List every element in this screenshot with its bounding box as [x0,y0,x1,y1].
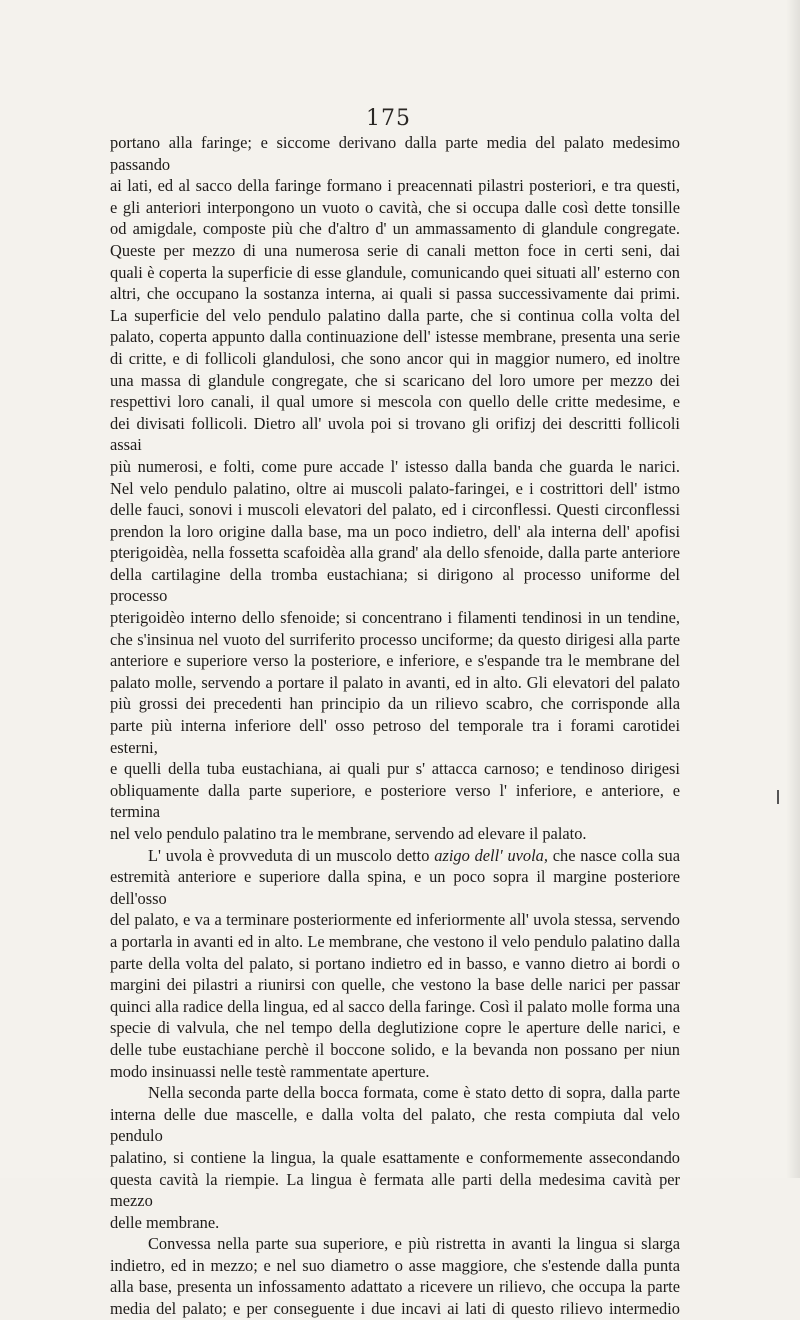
text-line: quali è coperta la superficie di esse glandule, comunicando quei situati all' esterno con [110,262,680,282]
text-line: di critte, e di follicoli glandulosi, che sono ancor qui in maggior numero, ed inoltre [110,348,680,368]
text-line: respettivi loro canali, il qual umore si mescola con quello delle critte medesime, e [110,392,680,412]
text-line: parte più interna inferiore dell' osso petroso del temporale tra i forami carotidei esterni, [110,716,680,757]
text-line: obliquamente dalla parte superiore, e posteriore verso l' inferiore, e anteriore, e termina [110,780,680,822]
text-line: del palato, e va a terminare posteriormente ed inferiormente all' uvola stessa, servendo [110,910,680,930]
text-line: questa cavità la riempie. La lingua è fermata alle parti della medesima cavità per mezzo [110,1169,680,1211]
text-line: pterigoidèa, nella fossetta scafoidèa alla grand' ala dello sfenoide, dalla parte anteriore [110,543,680,563]
text-line: delle tube eustachiane perchè il boccone solido, e la bevanda non possano per niun [110,1039,680,1059]
text-line: modo insinuassi nelle testè rammentate aperture. [110,1061,430,1081]
text-line: margini dei pilastri a riunirsi con quelle, che vestono la base delle narici per passar [110,975,680,995]
text-line: altri, che occupano la sostanza interna, ai quali si passa successivamente dai primi. [110,284,680,304]
margin-mark [777,790,779,804]
text-line: e quelli della tuba eustachiana, ai quali pur s' attacca carnoso; e tendinoso dirigesi [110,759,680,779]
text-line: prendon la loro origine dalla base, ma un poco indietro, dell' ala interna dell' apofisi [110,521,680,541]
text-line: specie di valvula, che nel tempo della deglutizione copre le aperture delle narici, e [110,1018,680,1038]
text-line: od amigdale, composte più che d'altro d' un ammassamento di glandule congregate. [110,219,680,239]
text-line: interna delle due mascelle, e dalla volta del palato, che resta compiuta dal velo pendulo [110,1104,680,1146]
text-line: Nel velo pendulo palatino, oltre ai muscoli palato-faringei, e i costrittori dell' istmo [110,478,680,498]
text-line: media del palato; e per conseguente i due incavi ai lati di questo rilievo intermedio [110,1299,680,1319]
text-line: a portarla in avanti ed in alto. Le membrane, che vestono il velo pendulo palatino dalla [110,931,680,951]
text-line [110,845,680,867]
text-line: portano alla faringe; e siccome derivano dalla parte media del palato medesimo passando [110,133,680,174]
text-line: anteriore e superiore verso la posteriore, e inferiore, e s'espande tra le membrane del [110,651,680,671]
text-line: Nella seconda parte della bocca formata, come è stato detto di sopra, dalla parte [148,1083,680,1103]
text-line: e gli anteriori interpongono un vuoto o cavità, che si occupa dalle così dette tonsille [110,197,680,217]
text-fragment: che nasce colla sua [547,845,681,865]
text-line: Queste per mezzo di una numerosa serie di canali metton foce in certi seni, dai [110,240,680,260]
text-line: palato, coperta appunto dalla continuazione dell' istesse membrane, presenta una serie [110,327,680,347]
text-line: alla base, presenta un infossamento adattato a ricevere un rilievo, che occupa la parte [110,1277,680,1297]
text-fragment: L' uvola è provveduta di un muscolo detto [148,845,430,865]
text-line: pterigoidèo interno dello sfenoide; si concentrano i filamenti tendinosi in un tendine, [110,608,680,628]
text-line: La superficie del velo pendulo palatino dalla parte, che si continua colla volta del [110,305,680,325]
page-edge-shadow [786,0,800,1178]
paragraph-1 [110,132,680,845]
body-text [110,132,680,1320]
text-line: parte della volta del palato, si portano indietro ed in basso, e vanno dietro ai bordi o [110,953,680,973]
text-line: Convessa nella parte sua superiore, e più ristretta in avanti la lingua si slarga [148,1234,680,1254]
text-line: una massa di glandule congregate, che si scaricano del loro umore per mezzo dei [110,370,680,390]
paragraph-3 [110,1082,680,1233]
text-line: delle membrane. [110,1212,220,1232]
text-line: più numerosi, e folti, come pure accade l' istesso dalla banda che guarda le narici. [110,456,680,476]
text-line: che s'insinua nel vuoto del surriferito processo unciforme; da questo dirigesi alla parte [110,629,680,649]
text-line: dei divisati follicoli. Dietro all' uvola poi si trovano gli orifizj dei descritti follicoli assai [110,413,680,455]
text-line: palatino, si contiene la lingua, la quale esattamente e conformemente assecondando [110,1147,680,1167]
text-line: estremità anteriore e superiore dalla spina, e un poco sopra il margine posteriore dell'osso [110,867,680,908]
paragraph-4 [110,1233,680,1319]
text-line: quinci alla radice della lingua, ed al sacco della faringe. Così il palato molle forma una [110,996,680,1016]
text-line: nel velo pendulo palatino tra le membrane, servendo ad elevare il palato. [110,824,587,843]
text-line: della cartilagine della tromba eustachiana; si dirigono al processo uniforme del processo [110,564,680,606]
italic-term: azigo dell' uvola, [434,845,548,865]
text-line: più grossi dei precedenti han principio da un rilievo scabro, che corrisponde alla [110,694,680,714]
text-line: palato molle, servendo a portare il palato in avanti, ed in alto. Gli elevatori del palato [110,672,680,692]
text-line: ai lati, ed al sacco della faringe formano i preacennati pilastri posteriori, e tra questi, [110,176,680,196]
text-line: indietro, ed in mezzo; e nel suo diametro o asse maggiore, che s'estende dalla punta [110,1255,680,1275]
paragraph-2 [110,845,680,1083]
page-number: 175 [366,106,411,131]
text-line: delle fauci, sonovi i muscoli elevatori del palato, ed i circonflessi. Questi circonflessi [110,500,680,520]
